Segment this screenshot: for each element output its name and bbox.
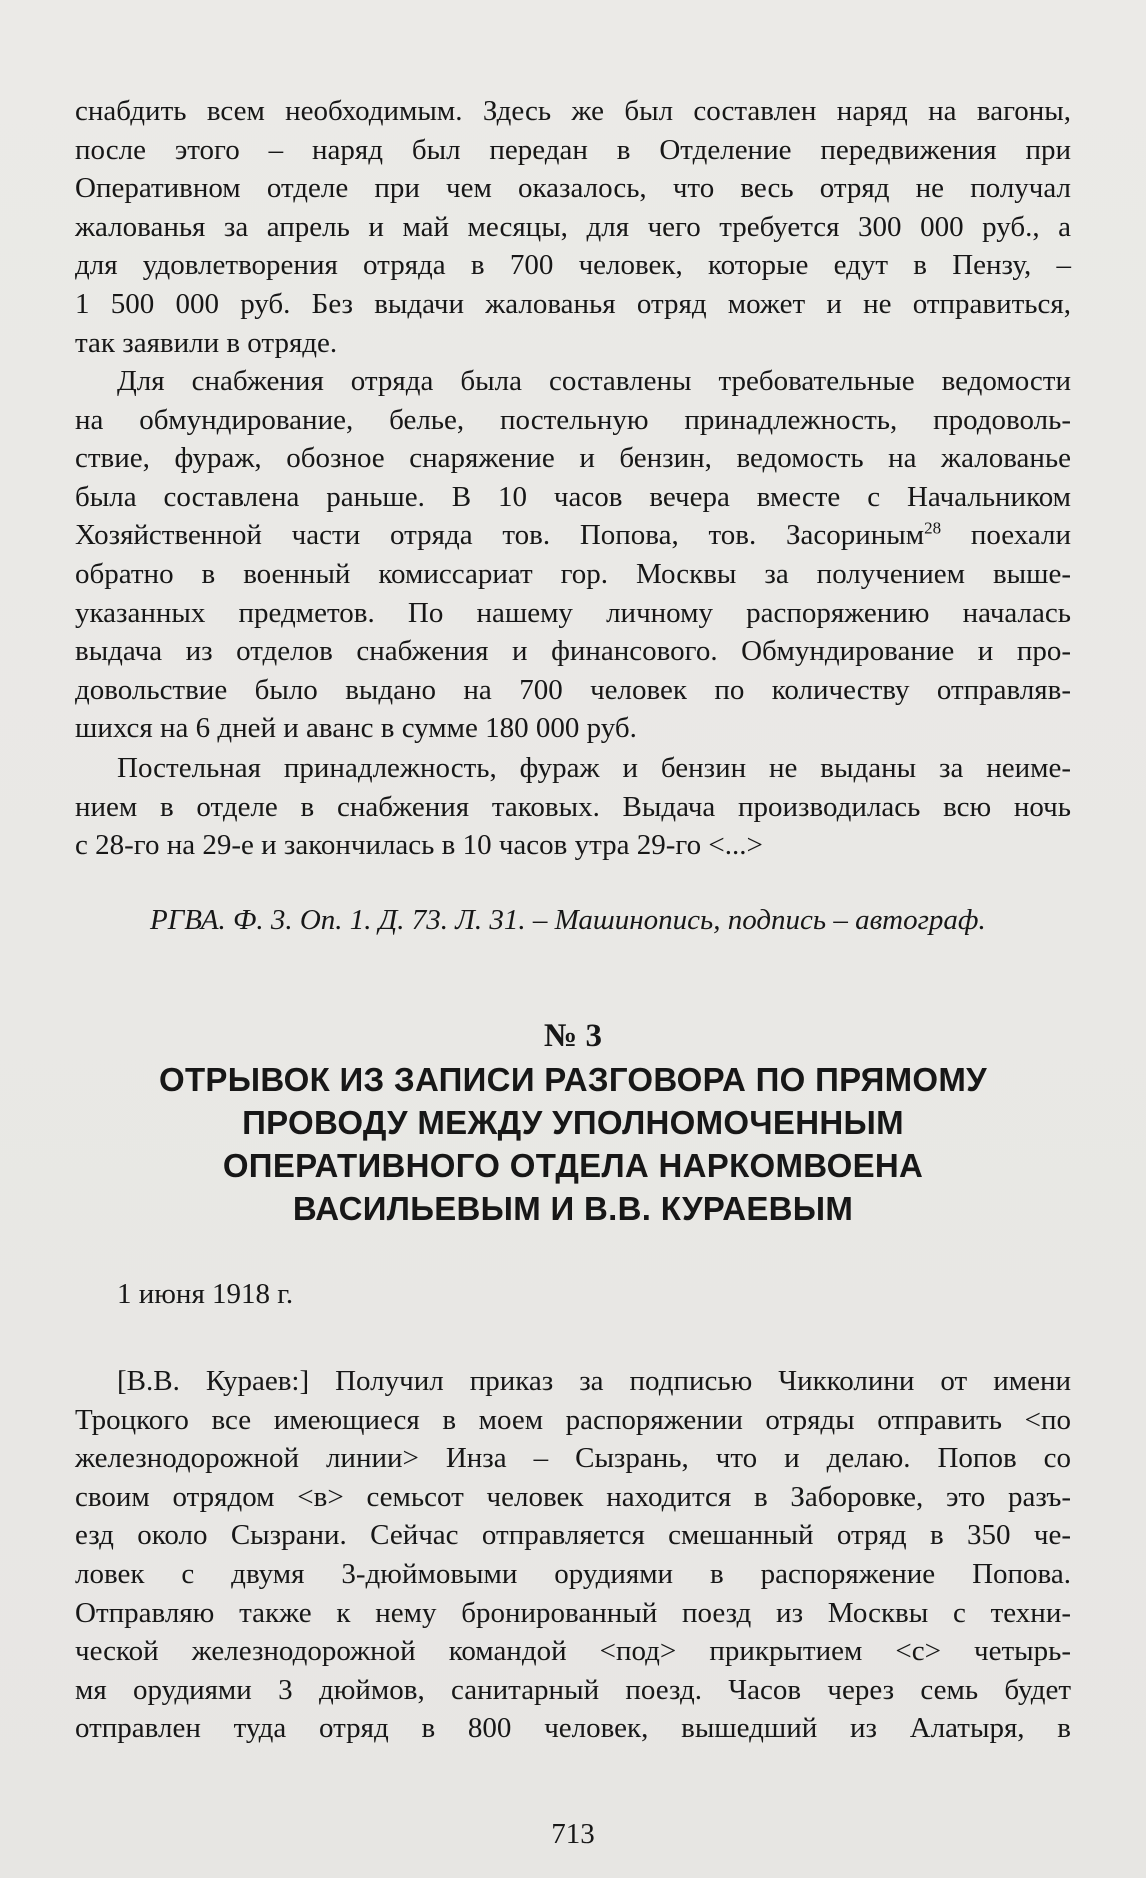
footnote-marker: 28 [924,518,942,538]
text-line: шихся на 6 дней и аванс в сумме 180 000 руб. [75,712,637,745]
text-line: снабдить всем необходимым. Здесь же был составлен наряд на вагоны, [75,95,1071,127]
text-line: 1 500 000 руб. Без выдачи жалованья отряд может и не отправиться, [75,287,1071,320]
text-line: на обмундирование, белье, постельную принадлежность, продоволь- [75,403,1071,436]
title-line: ПРОВОДУ МЕЖДУ УПОЛНОМОЧЕННЫМ [242,1104,904,1141]
text-line-with-footnote [75,516,1071,555]
text-line: своим отрядом <в> семьсот человек находится в Заборовке, это разъ- [75,1480,1071,1513]
paragraph-4 [75,1362,1071,1748]
paragraph-3 [75,749,1071,865]
text-line: отправлен туда отряд в 800 человек, вышедший из Алатыря, в [75,1712,1071,1745]
text-line: Оперативном отделе при чем оказалось, что весь отряд не получал [75,172,1071,205]
text-line: была составлена раньше. В 10 часов вечера вместе с Начальником [75,480,1071,513]
text-line: выдача из отделов снабжения и финансового. Обмундирование и про- [75,635,1071,668]
text-line-tail: поехали [941,519,1071,552]
text-line: довольствие было выдано на 700 человек по количеству отправляв- [75,673,1071,706]
text-line: с 28-го на 29-е и закончилась в 10 часов утра 29-го <...> [75,829,763,862]
text-line: ческой железнодорожной командой <под> прикрытием <с> четырь- [75,1635,1071,1668]
text-line: мя орудиями 3 дюймов, санитарный поезд. Часов через семь будет [75,1673,1071,1706]
paragraph-2 [75,362,1071,748]
text-line: ловек с двумя 3-дюймовыми орудиями в распоряжение Попова. [75,1557,1071,1590]
document-title [75,1058,1071,1230]
text-line: езд около Сызрани. Сейчас отправляется смешанный отряд в 350 че- [75,1519,1071,1552]
paragraph-1 [75,92,1071,362]
text-line: после этого – наряд был передан в Отделение передвижения при [75,133,1071,166]
page-number: 713 [551,1818,595,1850]
text-line: [В.В. Кураев:] Получил приказ за подписью Чикколини от имени [117,1365,1071,1397]
text-line: жалованья за апрель и май месяцы, для чего требуется 300 000 руб., а [75,210,1071,243]
text-line: железнодорожной линии> Инза – Сызрань, что и делаю. Попов со [75,1442,1071,1475]
text-line: нием в отделе в снабжения таковых. Выдача производилась всю ночь [75,790,1071,823]
text-line: указанных предметов. По нашему личному распоряжению началась [75,596,1071,629]
text-line: Троцкого все имеющиеся в моем распоряжении отряды отправить <по [75,1403,1071,1436]
text-line: так заявили в отряде. [75,326,338,359]
text-line: обратно в военный комиссариат гор. Москвы за получением выше- [75,557,1071,590]
text-line: Для снабжения отряда была составлены требовательные ведомости [117,365,1071,397]
title-line: ОПЕРАТИВНОГО ОТДЕЛА НАРКОМВОЕНА [222,1147,924,1184]
text-line: Постельная принадлежность, фураж и бензин не выданы за неиме- [117,752,1071,784]
title-line: ОТРЫВОК ИЗ ЗАПИСИ РАЗГОВОРА ПО ПРЯМОМУ [158,1061,988,1098]
title-line: ВАСИЛЬЕВЫМ И В.В. КУРАЕВЫМ [292,1190,854,1227]
text-line-head: Хозяйственной части отряда тов. Попова, тов. Засориным [75,519,925,552]
document-number: № 3 [544,1018,602,1054]
archive-source: РГВА. Ф. 3. Оп. 1. Д. 73. Л. 31. – Машинопись, подпись – автограф. [150,904,986,936]
text-line: Отправляю также к нему бронированный поезд из Москвы с техни- [75,1596,1071,1629]
text-line: для удовлетворения отряда в 700 человек, которые едут в Пензу, – [75,249,1071,282]
document-date: 1 июня 1918 г. [117,1278,294,1310]
text-line: ствие, фураж, обозное снаряжение и бензин, ведомость на жалованье [75,442,1071,475]
